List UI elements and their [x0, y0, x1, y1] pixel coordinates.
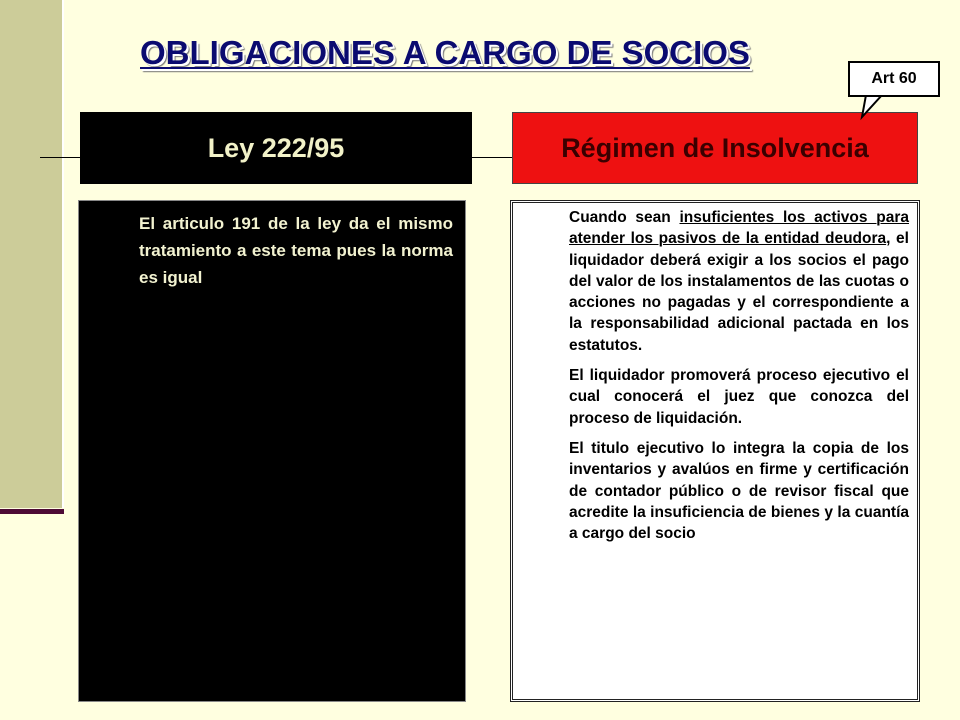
- regimen-paragraph-2: El liquidador promoverá proceso ejecutivo el cual conocerá el juez que conozca del proceso de liquidación.: [569, 367, 909, 427]
- regimen-paragraph-1: [569, 207, 909, 356]
- article-callout-label: Art 60: [871, 70, 917, 87]
- slide-title: OBLIGACIONES A CARGO DE SOCIOS: [140, 34, 750, 71]
- ley-222-header-label: Ley 222/95: [207, 132, 345, 163]
- article-callout: [848, 61, 940, 97]
- callout-tail: [0, 0, 960, 130]
- ley-222-panel: [78, 200, 466, 702]
- ley-222-text: El articulo 191 de la ley da el mismo tratamiento a este tema pues la norma es igual: [139, 214, 453, 287]
- regimen-p1-end: , el liquidador deberá exigir a los socios el pago del valor de los instalamentos de las cuotas o acciones no pagadas y el correspondiente a la responsabilidad adicional pactada en los estatutos.: [569, 230, 909, 354]
- regimen-paragraph-3: El titulo ejecutivo lo integra la copia de los inventarios y avalúos en firme y certificación de contador público o de revisor fiscal que acredite la insuficiencia de bienes y la cuantía a cargo del socio: [569, 439, 909, 543]
- connector-line-middle: [472, 157, 512, 158]
- regimen-p1-start: Cuando sean: [569, 209, 680, 226]
- regimen-p1-underlined: insuficientes los activos para atender los pasivos de la entidad deudora: [569, 209, 909, 248]
- regimen-insolvencia-header-label: Régimen de Insolvencia: [561, 132, 869, 163]
- regimen-insolvencia-panel: [510, 200, 920, 702]
- sidebar-accent-bar: [0, 509, 64, 514]
- connector-line-left: [40, 157, 82, 158]
